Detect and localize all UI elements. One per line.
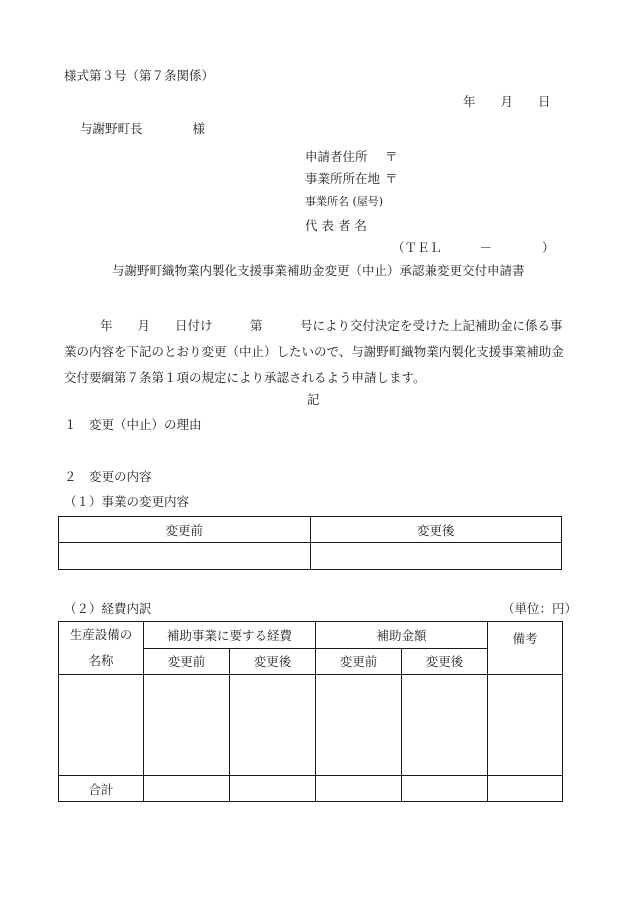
project-cost-after-header: 変更後 bbox=[230, 648, 316, 675]
remarks-header: 備考 bbox=[488, 622, 563, 675]
equipment-name-cell[interactable] bbox=[59, 675, 144, 776]
ki-heading: 記 bbox=[307, 392, 320, 407]
applicant-address-label: 申請者住所 bbox=[305, 149, 368, 164]
project-cost-after-cell[interactable] bbox=[230, 675, 316, 776]
body-line-2: 業の内容を下記のとおり変更（中止）したいので、与謝野町織物業内製化支援事業補助金 bbox=[64, 344, 564, 359]
project-cost-header: 補助事業に要する経費 bbox=[144, 622, 316, 649]
project-cost-before-header: 変更前 bbox=[144, 648, 230, 675]
body-paragraph bbox=[64, 313, 584, 391]
subsection-2-heading: （２）経費内訳 bbox=[64, 601, 152, 616]
total-subsidy-before[interactable] bbox=[316, 776, 402, 802]
remarks-cell[interactable] bbox=[488, 675, 563, 776]
total-remarks[interactable] bbox=[488, 776, 563, 802]
tel-line: （ＴＥＬ － ） bbox=[392, 240, 555, 255]
form-number: 様式第３号（第７条関係） bbox=[64, 68, 215, 83]
change-content-table bbox=[58, 516, 562, 570]
document-title: 与謝野町織物業内製化支援事業補助金変更（中止）承認兼変更交付申請書 bbox=[112, 263, 525, 278]
subsidy-before-cell[interactable] bbox=[316, 675, 402, 776]
representative-label: 代 表 者 名 bbox=[305, 218, 367, 233]
office-postal-mark: 〒 bbox=[385, 171, 398, 186]
equipment-name-header-line-2: 名称 bbox=[88, 653, 114, 668]
expense-breakdown-table bbox=[58, 621, 563, 802]
cell-before[interactable] bbox=[59, 543, 311, 570]
project-cost-before-cell[interactable] bbox=[144, 675, 230, 776]
cell-after[interactable] bbox=[310, 543, 562, 570]
body-line-1: 年 月 日付け 第 号により交付決定を受けた上記補助金に係る事 bbox=[100, 318, 563, 333]
office-location-label: 事業所所在地 bbox=[305, 171, 381, 186]
subsection-1-heading: （１）事業の変更内容 bbox=[64, 494, 190, 509]
header-before: 変更前 bbox=[59, 517, 311, 543]
date-line: 年 月 日 bbox=[463, 94, 551, 109]
addressee: 与謝野町長 様 bbox=[80, 121, 206, 136]
total-project-cost-before[interactable] bbox=[144, 776, 230, 802]
equipment-name-header bbox=[59, 622, 144, 675]
equipment-name-header-line-1: 生産設備の bbox=[69, 627, 133, 642]
subsidy-before-header: 変更前 bbox=[316, 648, 402, 675]
section-1-heading: １ 変更（中止）の理由 bbox=[64, 417, 202, 432]
business-name-label: 事業所名 (屋号) bbox=[305, 195, 384, 208]
unit-label: （単位：円） bbox=[502, 601, 578, 616]
body-line-3: 交付要綱第７条第１項の規定により承認されるよう申請します。 bbox=[64, 370, 426, 385]
total-subsidy-after[interactable] bbox=[402, 776, 488, 802]
header-after: 変更後 bbox=[310, 517, 562, 543]
subsidy-after-cell[interactable] bbox=[402, 675, 488, 776]
subsidy-after-header: 変更後 bbox=[402, 648, 488, 675]
total-project-cost-after[interactable] bbox=[230, 776, 316, 802]
subsidy-amount-header: 補助金額 bbox=[316, 622, 488, 649]
total-label: 合計 bbox=[59, 776, 144, 802]
postal-mark: 〒 bbox=[385, 149, 398, 164]
section-2-heading: ２ 変更の内容 bbox=[64, 469, 152, 484]
